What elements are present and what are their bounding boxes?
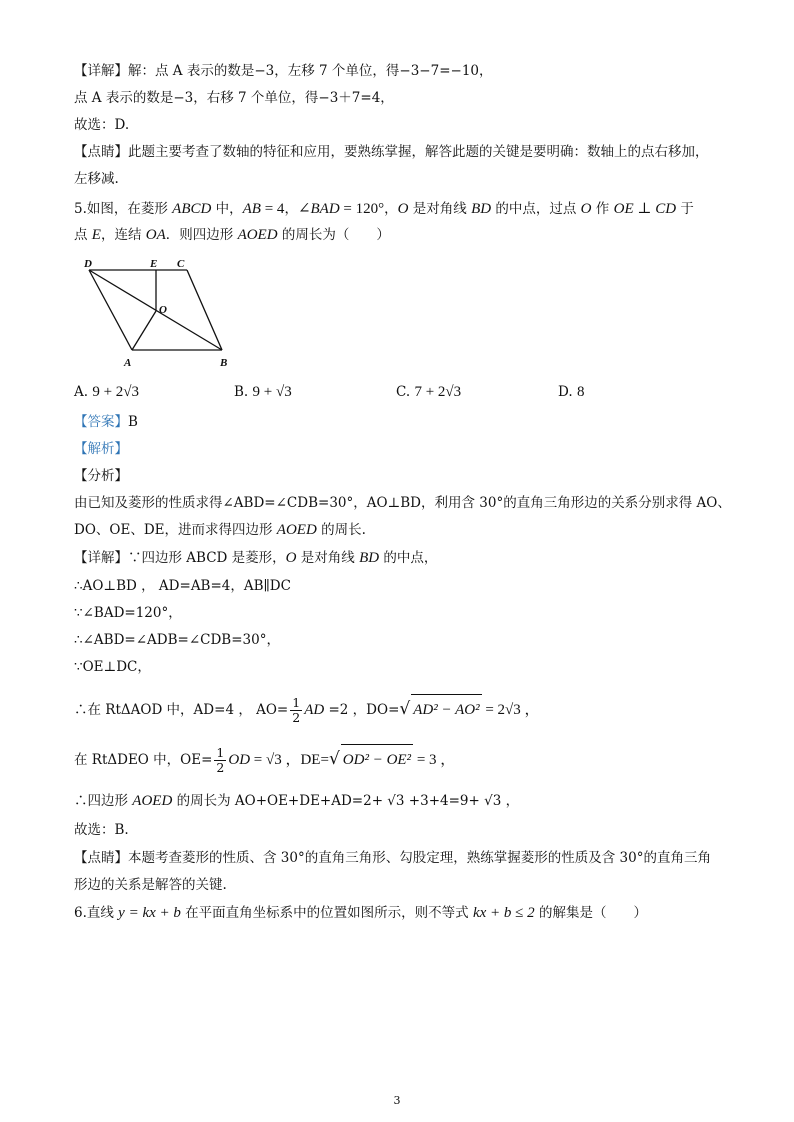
solution-line-6: ∴在 RtΔAOD 中，AD=4 ， AO= $\frac{1}{2}$ AD =2 ，DO=√ AD² − AO² = 2√3 ，	[74, 695, 540, 725]
option-a: A. 9 + 2√3	[74, 384, 140, 400]
label-D: D	[84, 258, 92, 270]
question-5-line-2: 点 E，连结 OA．则四边形 AOED 的周长为（ ）	[74, 227, 390, 243]
question-6: 6.直线 y = kx + b 在平面直角坐标系中的位置如图所示，则不等式 kx + b ≤ 2 的解集是（ ）	[74, 905, 647, 921]
pointer-line-2: 形边的关系是解答的关键.	[74, 877, 227, 893]
solution-line-3: ∵∠BAD=120°，	[74, 605, 182, 621]
pointer-line-1: 【点睛】本题考查菱形的性质、含 30°的直角三角形、勾股定理，熟练掌握菱形的性质及含 30°的直角三角	[74, 850, 711, 866]
label-A: A	[124, 357, 132, 369]
solution-line-7: 在 RtΔDEO 中，OE= $\frac{1}{2}$ OD = √3 ，DE=√ OD² − OE² = 3 ，	[74, 745, 456, 775]
analysis-heading: 【解析】	[74, 441, 128, 457]
rhombus-diagram	[74, 254, 244, 374]
option-b: B. 9 + √3	[234, 384, 292, 400]
solution-conclusion: 故选：B.	[74, 822, 129, 838]
solution-line-1: 【详解】∵四边形 ABCD 是菱形，O 是对角线 BD 的中点，	[74, 550, 438, 566]
solution-line-5: ∵OE⊥DC，	[74, 659, 151, 675]
fenxi-line-2: DO、OE、DE，进而求得四边形 AOED 的周长.	[74, 522, 366, 538]
option-d: D. 8	[558, 384, 585, 400]
detail-conclusion: 故选：D.	[74, 117, 130, 133]
detail-line-2: 点 A 表示的数是−3，右移 7 个单位，得−3＋7=4，	[74, 90, 394, 106]
option-c: C. 7 + 2√3	[396, 384, 462, 400]
solution-line-8: ∴四边形 AOED 的周长为 AO+OE+DE+AD=2+ √3 +3+4=9+ √3 ，	[74, 793, 520, 809]
solution-line-4: ∴∠ABD=∠ADB=∠CDB=30°，	[74, 632, 280, 648]
label-O: O	[159, 304, 167, 316]
comment-line-2: 左移减.	[74, 171, 119, 187]
answer-line: 【答案】B	[74, 414, 138, 430]
fenxi-line-1: 由已知及菱形的性质求得∠ABD=∠CDB=30°，AO⊥BD，利用含 30°的直角三角形边的关系分别求得 AO、	[74, 495, 731, 511]
label-E: E	[150, 258, 158, 270]
label-B: B	[220, 357, 228, 369]
solution-line-2: ∴AO⊥BD ， AD=AB=4，AB∥DC	[74, 578, 291, 594]
label-C: C	[177, 258, 185, 270]
detail-line-1: 【详解】解：点 A 表示的数是−3，左移 7 个单位，得−3−7=−10，	[74, 63, 493, 79]
question-5-line-1: 5.如图，在菱形 ABCD 中，AB = 4，∠BAD = 120°，O 是对角线 BD 的中点，过点 O 作 OE ⊥ CD 于	[74, 201, 694, 217]
fenxi-heading: 【分析】	[74, 468, 128, 484]
comment-line-1: 【点睛】此题主要考查了数轴的特征和应用，要熟练掌握，解答此题的关键是要明确：数轴上的点右移加，	[74, 144, 709, 160]
page-number: 3	[393, 1094, 401, 1107]
